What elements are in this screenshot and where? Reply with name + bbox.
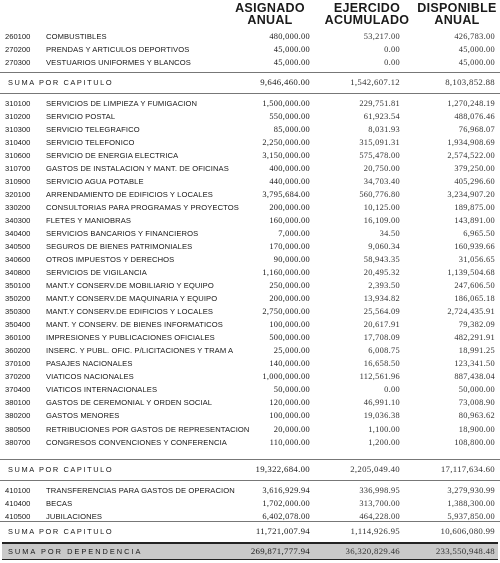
row-code: 320100 <box>5 190 31 200</box>
row-description: INSERC. Y PUBL. OFIC. P/LICITACIONES Y TRAM A <box>46 346 234 356</box>
row-asignado: 1,702,000.00 <box>262 499 310 509</box>
row-asignado: 19,322,684.00 <box>255 464 310 474</box>
row-disponible: 73,008.90 <box>458 398 495 408</box>
row-ejercido: 53,217.00 <box>363 32 400 41</box>
row-code: 340300 <box>5 216 31 226</box>
row-asignado: 400,000.00 <box>269 164 310 174</box>
row-ejercido: 1,542,607.12 <box>350 77 400 87</box>
row-code: 310700 <box>5 164 31 174</box>
row-ejercido: 1,200.00 <box>368 437 400 447</box>
table-row <box>0 214 500 227</box>
header-ejercido-line1: EJERCIDO <box>333 1 401 15</box>
row-description: TRANSFERENCIAS PARA GASTOS DE OPERACION <box>46 486 235 495</box>
row-asignado: 20,000.00 <box>273 424 310 434</box>
table-row <box>0 201 500 214</box>
row-description: VIATICOS NACIONALES <box>46 372 134 382</box>
row-disponible: 143,891.00 <box>454 216 495 226</box>
row-asignado: 85,000.00 <box>273 125 310 135</box>
row-code: 340400 <box>5 229 31 239</box>
row-asignado: 440,000.00 <box>269 177 310 187</box>
row-code: 340500 <box>5 242 31 252</box>
row-ejercido: 17,708.09 <box>363 333 400 343</box>
row-asignado: 100,000.00 <box>269 320 310 330</box>
row-disponible: 10,606,080.99 <box>440 526 495 536</box>
header-asignado-anual <box>222 2 318 32</box>
row-ejercido: 58,943.35 <box>363 255 400 265</box>
row-asignado: 1,500,000.00 <box>262 99 310 108</box>
row-asignado: 110,000.00 <box>269 437 310 447</box>
row-asignado: 3,616,929.94 <box>262 486 310 495</box>
row-ejercido: 1,100.00 <box>368 424 400 434</box>
row-description: SEGUROS DE BIENES PATRIMONIALES <box>46 242 193 252</box>
table-row <box>0 188 500 201</box>
row-description: MANT.Y CONSERV.DE EDIFICIOS Y LOCALES <box>46 307 214 317</box>
table-row <box>0 110 500 123</box>
row-description: VESTUARIOS UNIFORMES Y BLANCOS <box>46 58 191 68</box>
row-disponible: 3,234,907.20 <box>447 190 495 200</box>
row-ejercido: 0.00 <box>384 385 400 395</box>
row-ejercido: 16,109.00 <box>363 216 400 226</box>
row-description: PASAJES NACIONALES <box>46 359 133 369</box>
row-disponible: 2,574,522.00 <box>447 151 495 161</box>
chapter-subtotal-row <box>0 525 500 538</box>
row-ejercido: 112,561.96 <box>359 372 400 382</box>
row-disponible: 488,076.46 <box>454 112 495 122</box>
table-row <box>0 136 500 149</box>
row-ejercido: 61,923.54 <box>363 112 400 122</box>
row-disponible: 189,875.00 <box>454 203 495 213</box>
row-disponible: 18,900.00 <box>458 424 495 434</box>
row-asignado: 269,871,777.94 <box>250 546 310 556</box>
row-disponible: 1,139,504.68 <box>447 268 495 278</box>
row-asignado: 7,000.00 <box>278 229 310 239</box>
row-code: 260100 <box>5 32 31 41</box>
divider <box>0 93 500 94</box>
row-disponible: 123,341.50 <box>454 359 495 369</box>
row-asignado: 100,000.00 <box>269 411 310 421</box>
table-row <box>0 266 500 279</box>
row-code: 410400 <box>5 499 31 509</box>
row-description: CONGRESOS CONVENCIONES Y CONFERENCIA <box>46 437 227 447</box>
row-code: 310100 <box>5 99 31 108</box>
row-asignado: 3,795,684.00 <box>262 190 310 200</box>
row-code: 370400 <box>5 385 31 395</box>
row-description: JUBILACIONES <box>46 512 103 522</box>
table-row <box>0 409 500 422</box>
row-ejercido: 1,114,926.95 <box>350 526 400 536</box>
table-row <box>0 253 500 266</box>
row-disponible: 45,000.00 <box>458 45 495 55</box>
row-ejercido: 25,564.09 <box>363 307 400 317</box>
row-ejercido: 336,998.95 <box>359 486 400 495</box>
row-asignado: 160,000.00 <box>269 216 310 226</box>
row-asignado: 1,000,000.00 <box>262 372 310 382</box>
row-code: 370200 <box>5 372 31 382</box>
row-code: 330200 <box>5 203 31 213</box>
row-disponible: 1,388,300.00 <box>447 499 495 509</box>
row-description: IMPRESIONES Y PUBLICACIONES OFICIALES <box>46 333 215 343</box>
row-code: 410500 <box>5 512 31 522</box>
row-asignado: 480,000.00 <box>269 32 310 41</box>
row-asignado: 3,150,000.00 <box>262 151 310 161</box>
row-asignado: 120,000.00 <box>269 398 310 408</box>
row-label: SUMA POR CAPITULO <box>8 78 114 87</box>
row-disponible: 379,250.00 <box>454 164 495 174</box>
row-ejercido: 10,125.00 <box>363 203 400 213</box>
table-row <box>0 370 500 383</box>
header-disponible-line2: ANUAL <box>434 13 480 27</box>
row-code: 410100 <box>5 486 31 495</box>
row-asignado: 2,750,000.00 <box>262 307 310 317</box>
row-disponible: 80,963.62 <box>458 411 495 421</box>
table-row <box>0 30 500 43</box>
row-asignado: 11,721,007.94 <box>255 526 310 536</box>
header-asignado-line2: ANUAL <box>247 13 293 27</box>
row-description: MANT.Y CONSERV.DE MAQUINARIA Y EQUIPO <box>46 294 218 304</box>
row-description: CONSULTORIAS PARA PROGRAMAS Y PROYECTOS <box>46 203 239 213</box>
row-code: 380200 <box>5 411 31 421</box>
table-row <box>0 436 500 449</box>
row-description: SERVICIOS DE LIMPIEZA Y FUMIGACION <box>46 99 198 108</box>
row-asignado: 550,000.00 <box>269 112 310 122</box>
table-row <box>0 396 500 409</box>
row-code: 340600 <box>5 255 31 265</box>
chapter-subtotal-row <box>0 76 500 89</box>
row-description: GASTOS DE CEREMONIAL Y ORDEN SOCIAL <box>46 398 213 408</box>
divider <box>0 72 500 73</box>
row-disponible: 50,000.00 <box>458 385 495 395</box>
table-row <box>0 149 500 162</box>
row-code: 370100 <box>5 359 31 369</box>
row-description: SERVICIO AGUA POTABLE <box>46 177 144 187</box>
table-row <box>0 292 500 305</box>
row-asignado: 200,000.00 <box>269 294 310 304</box>
row-code: 310200 <box>5 112 31 122</box>
row-code: 350400 <box>5 320 31 330</box>
row-disponible: 6,965.50 <box>463 229 495 239</box>
row-ejercido: 575,478.00 <box>359 151 400 161</box>
row-ejercido: 34,703.40 <box>363 177 400 187</box>
row-ejercido: 20,617.91 <box>363 320 400 330</box>
row-asignado: 250,000.00 <box>269 281 310 291</box>
row-code: 310900 <box>5 177 31 187</box>
row-disponible: 247,606.50 <box>454 281 495 291</box>
table-row <box>0 97 500 110</box>
row-description: RETRIBUCIONES POR GASTOS DE REPRESENTACION <box>46 424 250 434</box>
row-description: SERVICIOS BANCARIOS Y FINANCIEROS <box>46 229 199 239</box>
row-label: SUMA POR DEPENDENCIA <box>8 547 143 556</box>
row-code: 360200 <box>5 346 31 356</box>
row-ejercido: 8,031.93 <box>368 125 400 135</box>
row-asignado: 500,000.00 <box>269 333 310 343</box>
row-description: COMBUSTIBLES <box>46 32 107 41</box>
row-disponible: 482,291.91 <box>454 333 495 343</box>
table-row <box>0 318 500 331</box>
row-asignado: 140,000.00 <box>269 359 310 369</box>
table-row <box>0 162 500 175</box>
row-description: OTROS IMPUESTOS Y DERECHOS <box>46 255 175 265</box>
row-asignado: 170,000.00 <box>269 242 310 252</box>
row-ejercido: 9,060.34 <box>368 242 400 252</box>
row-ejercido: 46,991.10 <box>363 398 400 408</box>
header-ejercido-line2: ACUMULADO <box>324 13 410 27</box>
row-disponible: 31,056.65 <box>458 255 495 265</box>
row-disponible: 1,270,248.19 <box>447 99 495 108</box>
row-asignado: 6,402,078.00 <box>262 512 310 522</box>
row-ejercido: 2,205,049.40 <box>350 464 400 474</box>
row-disponible: 79,382.09 <box>458 320 495 330</box>
row-ejercido: 229,751.81 <box>359 99 400 108</box>
row-asignado: 2,250,000.00 <box>262 138 310 148</box>
row-description: SERVICIO TELEFONICO <box>46 138 135 148</box>
row-ejercido: 34.50 <box>379 229 400 239</box>
row-code: 380700 <box>5 437 31 447</box>
row-disponible: 76,968.07 <box>458 125 495 135</box>
row-description: VIATICOS INTERNACIONALES <box>46 385 158 395</box>
row-code: 350100 <box>5 281 31 291</box>
row-disponible: 18,991.25 <box>458 346 495 356</box>
row-asignado: 50,000.00 <box>273 385 310 395</box>
row-disponible: 17,117,634.60 <box>440 464 495 474</box>
header-disponible-line1: DISPONIBLE <box>417 1 497 15</box>
chapter-subtotal-row <box>0 463 500 476</box>
row-description: GASTOS DE INSTALACION Y MANT. DE OFICINAS <box>46 164 229 174</box>
row-code: 360100 <box>5 333 31 343</box>
row-code: 350300 <box>5 307 31 317</box>
row-disponible: 2,724,435.91 <box>447 307 495 317</box>
row-disponible: 887,438.04 <box>454 372 495 382</box>
row-disponible: 426,783.00 <box>454 32 495 41</box>
table-row <box>0 56 500 69</box>
row-code: 350200 <box>5 294 31 304</box>
row-ejercido: 0.00 <box>384 58 400 68</box>
row-description: ARRENDAMIENTO DE EDIFICIOS Y LOCALES <box>46 190 213 200</box>
row-ejercido: 464,228.00 <box>359 512 400 522</box>
table-row <box>0 423 500 436</box>
row-asignado: 1,160,000.00 <box>262 268 310 278</box>
row-code: 310600 <box>5 151 31 161</box>
row-ejercido: 2,393.50 <box>368 281 400 291</box>
row-ejercido: 560,776.80 <box>359 190 400 200</box>
row-asignado: 25,000.00 <box>273 346 310 356</box>
row-disponible: 405,296.60 <box>454 177 495 187</box>
row-ejercido: 20,495.32 <box>363 268 400 278</box>
row-ejercido: 315,091.31 <box>359 138 400 148</box>
dependency-total-row <box>0 545 500 558</box>
row-asignado: 45,000.00 <box>273 45 310 55</box>
row-description: FLETES Y MANIOBRAS <box>46 216 132 226</box>
header-ejercido-acumulado <box>318 2 416 32</box>
row-asignado: 90,000.00 <box>273 255 310 265</box>
row-disponible: 186,065.18 <box>454 294 495 304</box>
table-row <box>0 331 500 344</box>
row-description: MANT. Y CONSERV. DE BIENES INFORMATICOS <box>46 320 223 330</box>
divider <box>0 459 500 460</box>
table-row <box>0 305 500 318</box>
row-description: MANT.Y CONSERV.DE MOBILIARIO Y EQUIPO <box>46 281 214 291</box>
divider <box>0 521 500 522</box>
row-description: SERVICIO TELEGRAFICO <box>46 125 140 135</box>
divider <box>0 480 500 481</box>
row-description: SERVICIOS DE VIGILANCIA <box>46 268 147 278</box>
table-row <box>0 484 500 497</box>
row-ejercido: 20,750.00 <box>363 164 400 174</box>
row-disponible: 3,279,930.99 <box>447 486 495 495</box>
row-ejercido: 36,320,829.46 <box>345 546 400 556</box>
row-ejercido: 313,700.00 <box>359 499 400 509</box>
row-disponible: 108,800.00 <box>454 437 495 447</box>
table-row <box>0 175 500 188</box>
row-disponible: 45,000.00 <box>458 58 495 68</box>
row-description: SERVICIO DE ENERGIA ELECTRICA <box>46 151 179 161</box>
table-row <box>0 344 500 357</box>
table-row <box>0 497 500 510</box>
row-code: 310300 <box>5 125 31 135</box>
row-code: 380100 <box>5 398 31 408</box>
row-ejercido: 13,934.82 <box>363 294 400 304</box>
table-row <box>0 123 500 136</box>
table-row <box>0 383 500 396</box>
table-row <box>0 357 500 370</box>
row-ejercido: 6,008.75 <box>368 346 400 356</box>
header-asignado-line1: ASIGNADO <box>235 1 305 15</box>
row-description: BECAS <box>46 499 73 509</box>
table-row <box>0 227 500 240</box>
row-disponible: 8,103,852.88 <box>445 77 495 87</box>
row-asignado: 200,000.00 <box>269 203 310 213</box>
table-row <box>0 279 500 292</box>
table-row <box>0 240 500 253</box>
row-asignado: 9,646,460.00 <box>260 77 310 87</box>
row-ejercido: 16,658.50 <box>363 359 400 369</box>
row-disponible: 160,939.66 <box>454 242 495 252</box>
row-label: SUMA POR CAPITULO <box>8 465 114 474</box>
row-label: SUMA POR CAPITULO <box>8 527 114 536</box>
row-code: 270200 <box>5 45 31 55</box>
row-code: 380500 <box>5 424 31 434</box>
row-disponible: 233,550,948.48 <box>435 546 495 556</box>
row-ejercido: 19,036.38 <box>363 411 400 421</box>
row-code: 310400 <box>5 138 31 148</box>
row-disponible: 5,937,850.00 <box>447 512 495 522</box>
table-row <box>0 43 500 56</box>
row-description: GASTOS MENORES <box>46 411 120 421</box>
row-code: 270300 <box>5 58 31 68</box>
row-ejercido: 0.00 <box>384 45 400 55</box>
row-disponible: 1,934,908.69 <box>447 138 495 148</box>
row-code: 340800 <box>5 268 31 278</box>
row-description: SERVICIO POSTAL <box>46 112 116 122</box>
row-description: PRENDAS Y ARTICULOS DEPORTIVOS <box>46 45 190 55</box>
header-disponible-anual <box>412 2 500 32</box>
row-asignado: 45,000.00 <box>273 58 310 68</box>
